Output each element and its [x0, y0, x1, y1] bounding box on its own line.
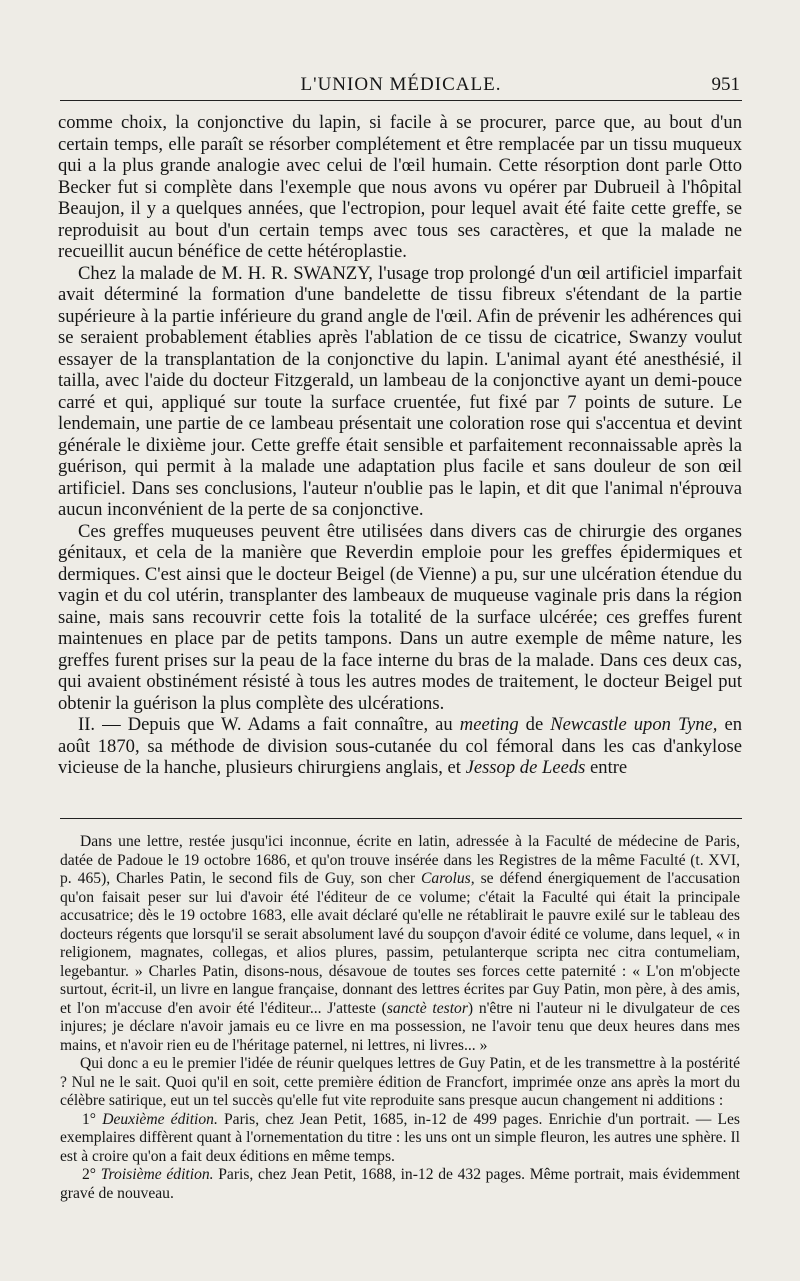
- paragraph-section-ii: II. — Depuis que W. Adams a fait connaître, au meeting de Newcastle upon Tyne, en août 1870, sa méthode de division sous-cutanée du col fémoral dans les cas d'ankylose vicieuse de la hanche, plusieurs chirurgiens anglais, et Jessop de Leeds entre: [58, 714, 742, 778]
- edition-label: Deuxième édition.: [102, 1110, 218, 1128]
- emphasis-sancte-testor: sanctè testor: [386, 999, 468, 1017]
- edition-label: Troisième édition.: [100, 1166, 214, 1183]
- emphasis-carolus: Carolus,: [421, 870, 475, 887]
- page-number: 951: [711, 74, 740, 95]
- paragraph-continuation: comme choix, la conjonctive du lapin, si facile à se procurer, parce que, au bout d'un certain temps, elle paraît se résorber complétement et être remplacée par un tissu muqueux qui a la plus grande analogie avec celui de l'œil humain. Cette résorption dont parle Otto Becker fut si complète dans l'exemple que nous avons vu opérer par Dubrueil à l'hôpital Beaujon, il y a quelques années, que l'ectropion, pour lequel avait été faite cette greffe, se reproduisit au bout d'un certain temps avec tous ses caractères, et que la malade ne recueillit aucun bénéfice de cette hétéroplastie.: [58, 112, 742, 262]
- note-edition-item: 2° Troisième édition. Paris, chez Jean Petit, 1688, in-12 de 432 pages. Même portrait, mais évidemment gravé de nouveau.: [60, 1166, 740, 1202]
- footnotes: [60, 833, 740, 1203]
- note-edition-item: 1° Deuxième édition. Paris, chez Jean Petit, 1685, in-12 de 499 pages. Enrichie d'un portrait. — Les exemplaires diffèrent quant à l'ornementation du titre : les uns ont un simple fleuron, les autres une sphère. Il est à croire qu'on a fait deux éditions en même temps.: [60, 1110, 740, 1165]
- journal-title: L'UNION MÉDICALE.: [300, 74, 502, 95]
- emphasis-jessop: Jessop de Leeds: [465, 757, 586, 778]
- paragraph-swanzy: Chez la malade de M. H. R. SWANZY, l'usage trop prolongé d'un œil artificiel imparfait avait déterminé la formation d'une bandelette de tissu fibreux s'étendant de la partie supérieure à la partie inférieure du grand angle de l'œil. Afin de prévenir les adhérences qui se seraient probablement établies après l'ablation de ce tissu de cicatrice, Swanzy voulut essayer de la transplantation de la conjonctive du lapin. L'animal ayant été anesthésié, il tailla, avec l'aide du docteur Fitzgerald, un lambeau de la conjonctive ayant un demi-pouce carré et qui, appliqué sur toute la surface cruentée, fut fixé par 7 points de suture. Le lendemain, une partie de ce lambeau présentait une coloration rose qui s'accentua et devint générale le dixième jour. Cette greffe était sensible et parfaitement reconnaissable après la guérison, qui permit à la malade une adaptation plus facile et sans douleur de son œil artificiel. Dans ses conclusions, l'auteur n'oublie pas le lapin, et dit que l'animal n'éprouva aucun inconvénient de la perte de sa conjonctive.: [58, 262, 742, 520]
- emphasis-meeting: meeting: [459, 714, 519, 735]
- note-question: Qui donc a eu le premier l'idée de réunir quelques lettres de Guy Patin, et de les transmettre à la postérité ? Nul ne le sait. Quoi qu'il en soit, cette première édition de Francfort, imprimée onze ans après la mort du célèbre satirique, eut un tel succès qu'elle fut vite reproduite sans presque aucun changement ni additions :: [60, 1055, 740, 1109]
- main-text: [58, 112, 742, 779]
- paragraph-mucous-grafts: Ces greffes muqueuses peuvent être utilisées dans divers cas de chirurgie des organes génitaux, et cela de la manière que Reverdin emploie pour les greffes épidermiques et dermiques. C'est ainsi que le docteur Beigel (de Vienne) a pu, sur une ulcération étendue du vagin et du col utérin, transplanter des lambeaux de muqueuse vaginale pris dans la région saine, mais sans recouvrir cette fois la totalité de la surface ulcérée; ces greffes furent maintenues en place par de petits tampons. Dans un autre exemple de même nature, les greffes furent prises sur la peau de la face interne du bras de la malade. Dans ces deux cas, qui avaient obstinément résisté à tous les autres modes de traitement, le docteur Beigel put obtenir la guérison la plus complète des ulcérations.: [58, 520, 742, 714]
- header-rule: [60, 100, 742, 101]
- running-header: [60, 72, 742, 98]
- footnote-rule: [60, 818, 742, 819]
- note-letter: Dans une lettre, restée jusqu'ici inconnue, écrite en latin, adressée à la Faculté de médecine de Paris, datée de Padoue le 19 octobre 1686, et qu'on trouve insérée dans les Registres de la même Faculté (t. XVI, p. 465), Charles Patin, le second fils de Guy, son cher Carolus, se défend énergiquement de l'accusation qu'on faisait peser sur lui d'avoir été l'éditeur de ce volume; c'était la Faculté qui était la principale accusatrice; dès le 19 octobre 1683, elle avait déclaré qu'elle ne rétablirait le pauvre exilé sur le tableau des docteurs régents que lorsqu'il se serait absolument lavé du soupçon d'avoir édité ce volume, dans lequel, « in religionem, magnates, collegas, et alios plures, passim, petulanterque scripta nec citra contumeliam, legebantur. » Charles Patin, disons-nous, désavoue de toutes ses forces cette paternité : « L'on m'objecte surtout, écrit-il, un livre en langue française, donnant des lettres écrites par Guy Patin, mon père, à des amis, et l'on m'accuse d'en avoir été l'éditeur... J'atteste (sanctè testor) n'être ni l'auteur ni le divulgateur de ces injures; je déclare n'avoir jamais eu ce livre en ma possession, ne l'avoir tenu que deux heures dans mes mains, et n'avoir rien eu de l'héritage paternel, ni lettres, ni livres... »: [60, 833, 741, 1054]
- emphasis-newcastle: Newcastle upon Tyne,: [550, 714, 718, 735]
